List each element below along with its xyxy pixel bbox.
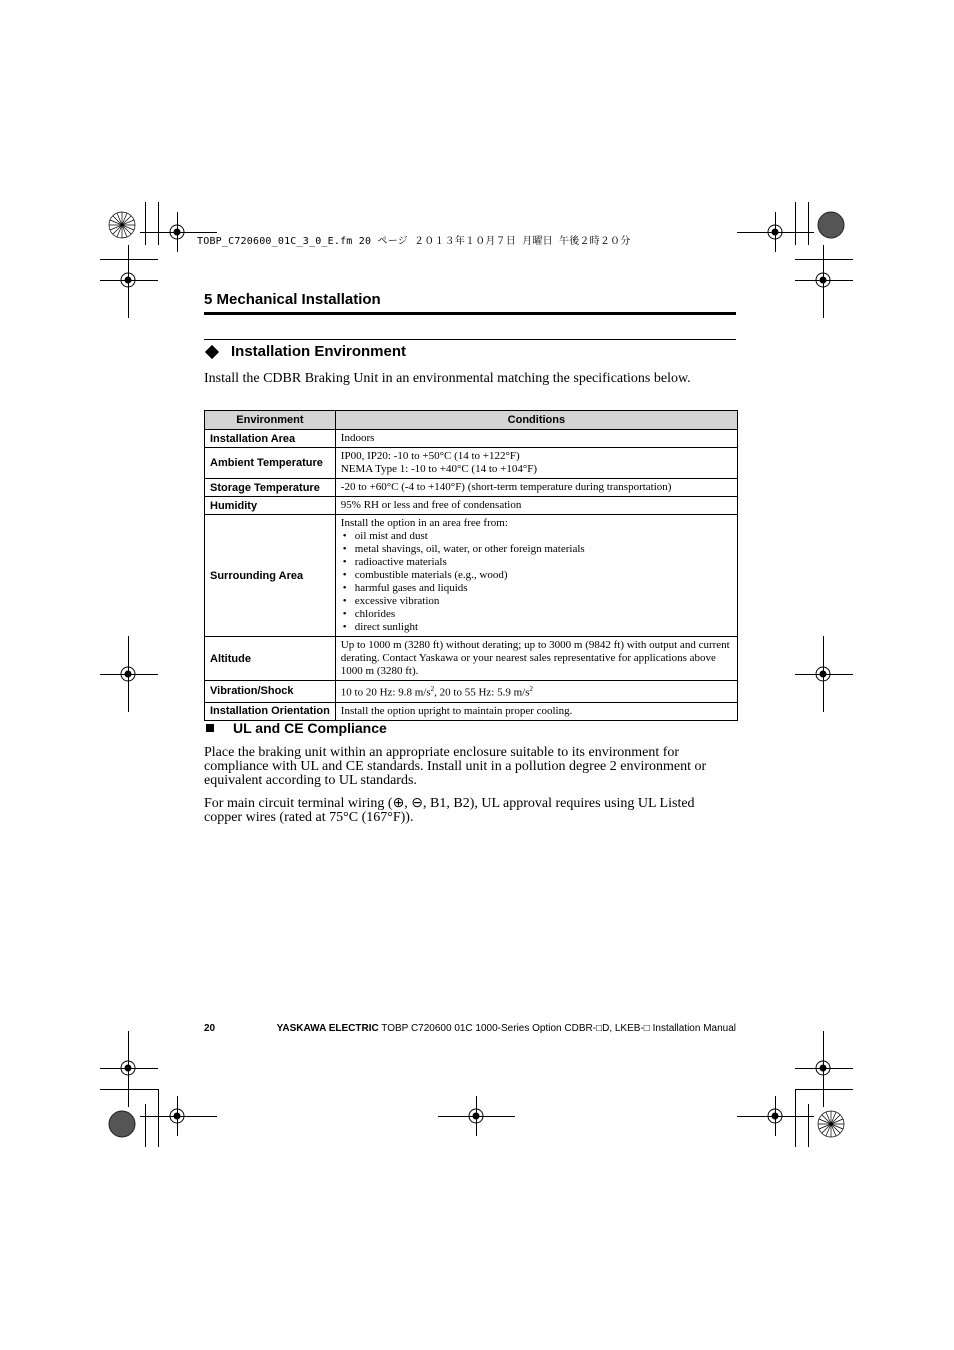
file-info-header: TOBP_C720600_01C_3_0_E.fm 20 ページ ２０１３年１０月７日 月曜日 午後２時２０分: [197, 236, 631, 247]
ul-ce-paragraph-2: [204, 797, 736, 825]
subsection-rule: [204, 339, 736, 340]
installation-environment-title: Installation Environment: [231, 343, 407, 360]
list-item: • direct sunlight: [341, 621, 732, 634]
ul-ce-title: UL and CE Compliance: [233, 720, 387, 736]
table-row: [205, 681, 738, 703]
condition-intro: Install the option in an area free from:: [340, 517, 508, 529]
square-bullet-icon: [206, 724, 214, 732]
superscript: 2: [430, 685, 435, 693]
conditions-cell: 95% RH or less and free of condensation: [335, 497, 737, 515]
environment-cell: Surrounding Area: [205, 515, 336, 637]
footer-text: D, LKEB-: [602, 1023, 644, 1034]
condition-text: 10 to 20 Hz: 9.8 m/s: [340, 686, 431, 699]
condition-bullet-list: [341, 530, 732, 634]
conditions-cell: [335, 515, 737, 637]
list-item: • combustible materials (e.g., wood): [341, 569, 732, 582]
list-item: • excessive vibration: [341, 595, 732, 608]
condition-line: NEMA Type 1: -10 to +40°C (14 to +104°F): [340, 463, 538, 475]
conditions-cell: -20 to +60°C (-4 to +140°F) (short-term temperature during transportation): [335, 479, 737, 497]
list-item: • radioactive materials: [341, 556, 732, 569]
box-symbol-icon: □: [643, 1023, 650, 1034]
box-symbol-icon: □: [596, 1023, 603, 1034]
footer-text: Installation Manual: [649, 1023, 736, 1034]
conditions-cell: Indoors: [335, 430, 737, 448]
conditions-cell: Install the option upright to maintain proper cooling.: [335, 702, 737, 720]
conditions-cell: [335, 448, 737, 479]
table-row: [205, 430, 738, 448]
environment-cell: Humidity: [205, 497, 336, 515]
footer-text: TOBP C720600 01C 1000-Series Option CDBR-: [378, 1023, 597, 1034]
list-item: • metal shavings, oil, water, or other foreign materials: [341, 543, 732, 556]
footer-brand: YASKAWA ELECTRIC: [276, 1023, 379, 1034]
table-row: [205, 637, 738, 681]
section-title: 5 Mechanical Installation: [204, 291, 381, 308]
environment-cell: Altitude: [205, 637, 336, 681]
table-header-row: [205, 411, 738, 430]
plus-terminal-icon: ⊕: [392, 796, 405, 811]
environment-cell: Installation Area: [205, 430, 336, 448]
table-row: [205, 702, 738, 720]
condition-text: , 20 to 55 Hz: 5.9 m/s: [434, 686, 530, 699]
paragraph-text: For main circuit terminal wiring (: [204, 796, 393, 811]
paragraph-text: ,: [404, 796, 412, 811]
intro-paragraph: Install the CDBR Braking Unit in an environmental matching the specifications below.: [204, 371, 691, 386]
ul-ce-paragraph-1: Place the braking unit within an appropriate enclosure suitable to its environment for compliance with UL and CE standards. Install unit in a pollution degree 2 environment or equivalent according to UL standards.: [204, 745, 707, 788]
condition-line: IP00, IP20: -10 to +50°C (14 to +122°F): [340, 450, 520, 462]
footer-doc-title: [277, 1023, 736, 1034]
superscript: 2: [529, 685, 533, 693]
installation-environment-heading: [204, 343, 406, 360]
column-header-conditions: Conditions: [335, 411, 737, 430]
table-row: [205, 448, 738, 479]
environment-table: [204, 410, 738, 721]
table-row: [205, 497, 738, 515]
table-row: [205, 479, 738, 497]
diamond-bullet-icon: [205, 344, 219, 358]
section-rule: [204, 312, 736, 315]
list-item: • oil mist and dust: [341, 530, 732, 543]
paragraph-text: , B1, B2), UL approval requires using UL Listed copper wires (rated at 75°C (167°F)).: [204, 796, 695, 825]
page-number: 20: [204, 1023, 216, 1034]
conditions-cell: [335, 681, 737, 703]
ul-ce-heading: [204, 720, 387, 736]
table-row: [205, 515, 738, 637]
conditions-cell: Up to 1000 m (3280 ft) without derating; up to 3000 m (9842 ft) with output and current derating. Contact Yaskawa or your nearest sales representative for applications above 1000 m (3280 ft).: [335, 637, 737, 681]
column-header-environment: Environment: [205, 411, 336, 430]
list-item: • harmful gases and liquids: [341, 582, 732, 595]
environment-cell: Vibration/Shock: [205, 681, 336, 703]
list-item: • chlorides: [341, 608, 732, 621]
environment-cell: Storage Temperature: [205, 479, 336, 497]
minus-terminal-icon: ⊖: [411, 796, 424, 811]
environment-cell: Installation Orientation: [205, 702, 336, 720]
environment-cell: Ambient Temperature: [205, 448, 336, 479]
